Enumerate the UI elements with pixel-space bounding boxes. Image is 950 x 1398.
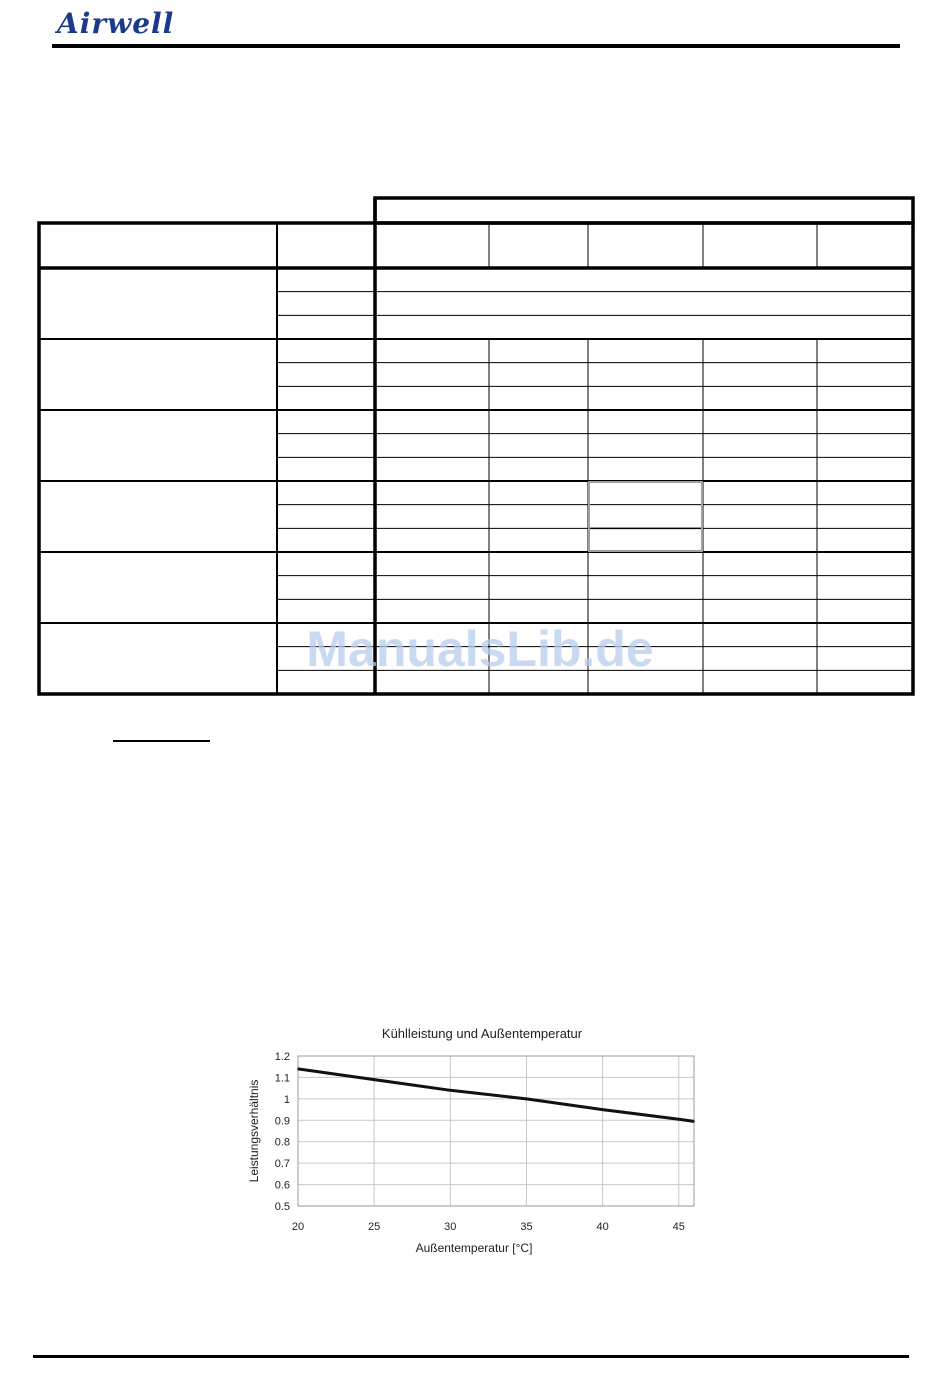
chart-data-point [450, 1089, 452, 1091]
chart-x-tick-label: 25 [368, 1221, 381, 1233]
chart-x-tick-label: 40 [596, 1221, 609, 1233]
section-underline [113, 740, 210, 742]
chart-y-tick-label: 0.5 [274, 1201, 290, 1213]
chart-x-tick-label: 30 [444, 1221, 457, 1233]
cooling-capacity-chart [240, 1020, 710, 1260]
chart-y-tick-label: 0.8 [274, 1136, 290, 1149]
chart-data-point [693, 1121, 695, 1123]
chart-data-point [526, 1098, 528, 1100]
chart-y-axis-label: Leistungsverhältnis [247, 1079, 261, 1183]
chart-data-point [678, 1118, 680, 1120]
watermark-text: ManualsLib.de [306, 621, 654, 677]
chart-data-point [602, 1109, 604, 1111]
table-highlight-box [589, 482, 702, 551]
chart-y-tick-label: 0.7 [274, 1158, 290, 1171]
chart-data-point [373, 1079, 375, 1081]
header-rule [52, 44, 900, 48]
chart-y-tick-label: 0.9 [274, 1115, 290, 1128]
chart-x-tick-label: 35 [520, 1221, 533, 1233]
chart-y-tick-label: 0.6 [274, 1179, 290, 1192]
svg-text:Airwell: Airwell [57, 7, 175, 40]
chart-svg [240, 1020, 710, 1260]
chart-title: Kühlleistung und Außentemperatur [381, 1026, 583, 1041]
chart-x-axis-label: Außentemperatur [°C] [415, 1241, 533, 1255]
chart-data-point [297, 1068, 299, 1070]
chart-x-tick-label: 45 [672, 1221, 685, 1233]
table-top-header-box [375, 198, 913, 223]
chart-y-tick-label: 1.1 [274, 1072, 290, 1085]
chart-x-tick-label: 20 [291, 1221, 305, 1233]
airwell-logo [55, 6, 195, 40]
chart-series-line [298, 1069, 694, 1122]
footer-rule [33, 1355, 909, 1358]
chart-y-tick-label: 1.2 [274, 1051, 290, 1063]
chart-y-tick-label: 1 [283, 1093, 290, 1106]
